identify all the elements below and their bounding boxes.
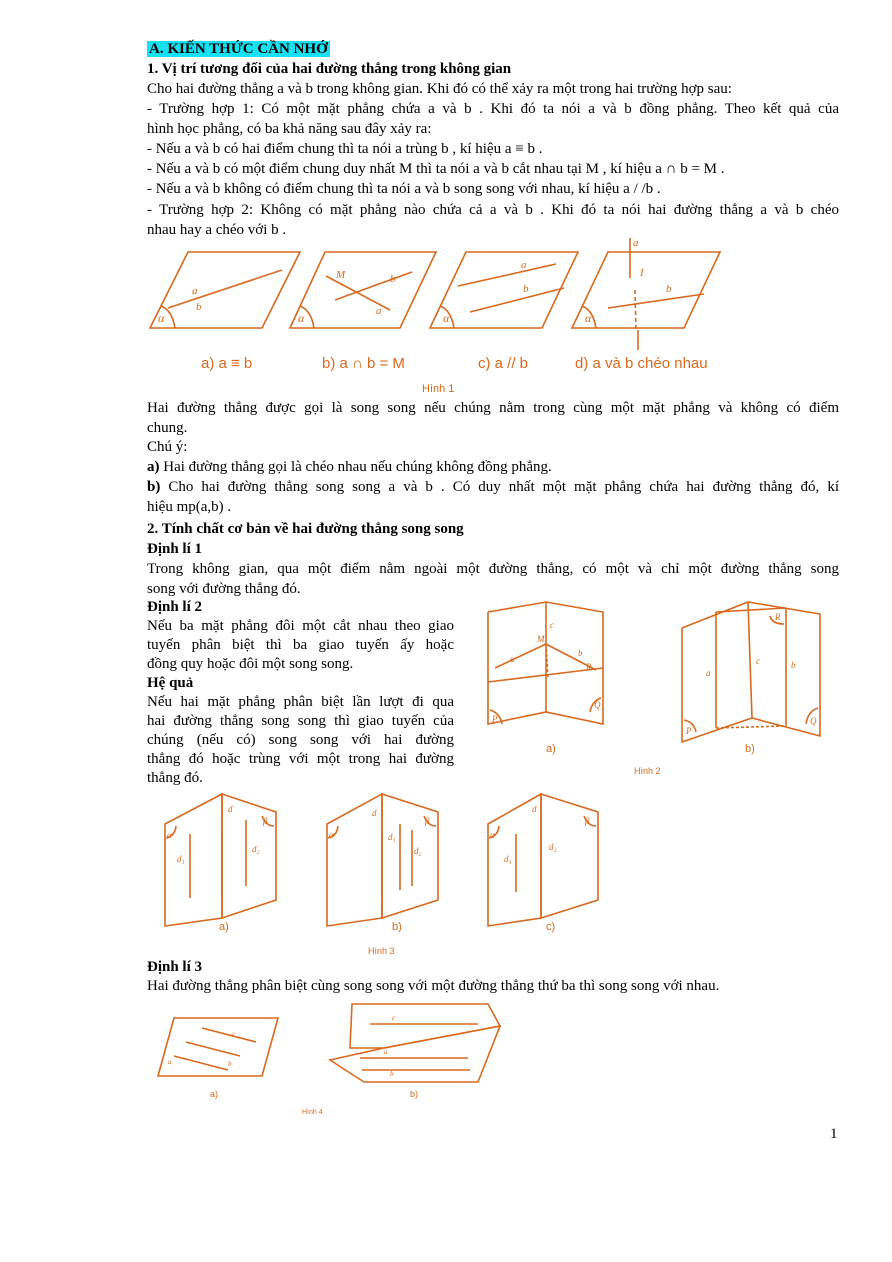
svg-text:β: β [585,816,590,826]
svg-text:b: b [523,283,529,295]
parallel-definition: Hai đường thẳng được gọi là song song nếu chúng nằm trong cùng một mặt phẳng và không có điểm [147,400,839,416]
corollary-line: chúng (nếu có) song song với hai đường [147,732,454,748]
fig2-b [682,602,820,755]
svg-text:M: M [537,634,545,644]
figure-3 [0,790,892,960]
theorem1-text: Trong không gian, qua một điểm nằm ngoài một đường thẳng, có một và chỉ một đường thẳng song [147,561,839,577]
svg-text:d₁: d₁ [504,854,512,864]
heading-part1: 1. Vị trí tương đối của hai đường thẳng trong không gian [147,61,512,77]
page-number: 1 [830,1126,838,1142]
svg-text:α: α [443,311,450,325]
fig4-caption: Hình 4 [302,1109,323,1116]
svg-text:M: M [336,269,346,281]
fig1-d-plane [572,237,720,350]
svg-text:a: a [633,237,639,249]
fig1-label-b: b) a ∩ b = M [322,355,405,372]
svg-text:d₂: d₂ [252,844,260,854]
svg-text:c: c [756,656,760,666]
fig3-b [327,794,438,933]
svg-text:β: β [425,816,430,826]
case2-text-cont: nhau hay a chéo với b . [147,222,287,238]
svg-text:a: a [192,285,198,297]
fig1-label-d: d) a và b chéo nhau [575,355,708,372]
svg-text:Q: Q [810,716,817,726]
svg-text:b: b [390,1070,394,1078]
note-title: Chú ý: [147,439,188,455]
svg-text:a: a [168,1058,172,1066]
svg-text:d: d [228,804,233,814]
fig2-label-b: b) [745,743,755,755]
svg-text:d₁: d₁ [177,854,185,864]
svg-text:P: P [686,726,692,736]
section-title: A. KIẾN THỨC CẦN NHỚ [149,41,328,57]
fig3-label-a: a) [219,921,229,933]
svg-text:d₂: d₂ [549,842,557,852]
fig1-label-c: c) a // b [478,355,529,372]
note-b-cont: hiệu mp(a,b) . [147,499,232,515]
corollary-line: Nếu hai mặt phẳng phân biệt lần lượt đi qua [147,694,454,710]
theorem2-line: đồng quy hoặc đôi một song song. [147,656,354,672]
fig3-label-b: b) [392,921,402,933]
case1-text-cont: hình học phẳng, có ba khả năng sau đây xảy ra: [147,121,432,137]
svg-text:R: R [586,662,592,672]
theorem1-title: Định lí 1 [147,541,203,557]
theorem2-title: Định lí 2 [147,599,203,615]
svg-text:a: a [376,305,382,317]
svg-text:c: c [232,1030,236,1038]
svg-text:α: α [585,311,592,325]
fig1-a-plane [150,252,300,328]
svg-text:α: α [329,830,334,840]
svg-text:d: d [372,808,377,818]
svg-text:α: α [490,830,495,840]
figure-4 [0,998,892,1123]
svg-text:Q: Q [594,700,601,710]
bullet-intersect: - Nếu a và b có một điểm chung duy nhất M thì ta nói a và b cắt nhau tại M , kí hiệu a ∩ b = M . [147,161,725,177]
bullet-coincide: - Nếu a và b có hai điểm chung thì ta nói a trùng b , kí hiệu a ≡ b . [147,141,543,157]
svg-text:α: α [167,830,172,840]
svg-text:c: c [392,1014,396,1022]
svg-text:b: b [578,648,583,658]
fig1-caption: Hình 1 [422,383,455,395]
svg-text:d₁: d₁ [388,832,396,842]
svg-text:α: α [158,311,165,325]
fig2-label-a: a) [546,743,556,755]
fig3-caption: Hình 3 [368,946,395,956]
fig3-a [165,794,276,933]
svg-text:b: b [228,1060,232,1068]
theorem1-text-cont: song với đường thẳng đó. [147,581,301,597]
figure-2 [0,598,892,788]
svg-text:β: β [263,816,268,826]
svg-text:b: b [196,301,202,313]
parallel-definition-cont: chung. [147,420,188,436]
case2-text: - Trường hợp 2: Không có mặt phẳng nào chứa cả a và b . Khi đó ta nói hai đường thẳng a và b chéo [147,202,839,218]
fig1-b-plane [290,252,436,328]
fig4-a [158,1018,278,1099]
intro-text: Cho hai đường thẳng a và b trong không gian. Khi đó có thể xảy ra một trong hai trường hợp sau: [147,81,732,97]
svg-text:a: a [521,259,527,271]
svg-text:R: R [775,612,781,622]
bullet-parallel: - Nếu a và b không có điểm chung thì ta nói a và b song song với nhau, kí hiệu a / /b . [147,181,661,197]
fig1-label-a: a) a ≡ b [201,355,253,372]
fig4-b [330,1004,500,1099]
svg-text:I: I [640,267,644,279]
theorem2-line: tuyến phân biệt thì ba giao tuyến ấy hoặc [147,637,454,653]
svg-text:P: P [492,714,498,724]
svg-text:d₂: d₂ [414,846,422,856]
fig2-caption: Hình 2 [634,766,661,776]
note-b: b) Cho hai đường thẳng song song a và b . Có duy nhất một mặt phẳng chứa hai đường thẳng đó, kí [147,479,839,495]
corollary-line: thẳng đó hoặc trùng với một trong hai đường [147,751,454,767]
theorem3-text: Hai đường thẳng phân biệt cùng song song với một đường thẳng thứ ba thì song song với nhau. [147,978,720,994]
theorem3-title: Định lí 3 [147,959,203,975]
svg-text:b: b [791,660,796,670]
svg-text:a: a [384,1048,388,1056]
fig4-label-b: b) [410,1089,419,1099]
fig3-c [488,794,598,933]
corollary-line: thẳng đó. [147,770,203,786]
svg-text:b: b [390,273,396,285]
svg-text:a: a [706,668,711,678]
fig2-a [488,602,603,755]
figure-1 [0,238,892,398]
note-a: a) Hai đường thẳng gọi là chéo nhau nếu chúng không đồng phẳng. [147,459,552,475]
theorem2-line: Nếu ba mặt phẳng đôi một cắt nhau theo giao [147,618,454,634]
corollary-title: Hệ quả [147,675,194,691]
fig3-label-c: c) [546,921,556,933]
case1-text: - Trường hợp 1: Có một mặt phẳng chứa a và b . Khi đó ta nói a và b đồng phẳng. Theo kết quả của [147,101,839,117]
fig1-c-plane [430,252,578,328]
svg-text:d: d [532,804,537,814]
svg-text:a: a [510,654,515,664]
corollary-line: hai đường thẳng song song thì giao tuyến của [147,713,454,729]
svg-text:b: b [666,283,672,295]
heading-part2: 2. Tính chất cơ bản về hai đường thẳng song song [147,521,464,537]
svg-text:c: c [550,620,554,630]
fig4-label-a: a) [210,1089,219,1099]
svg-text:α: α [298,311,305,325]
